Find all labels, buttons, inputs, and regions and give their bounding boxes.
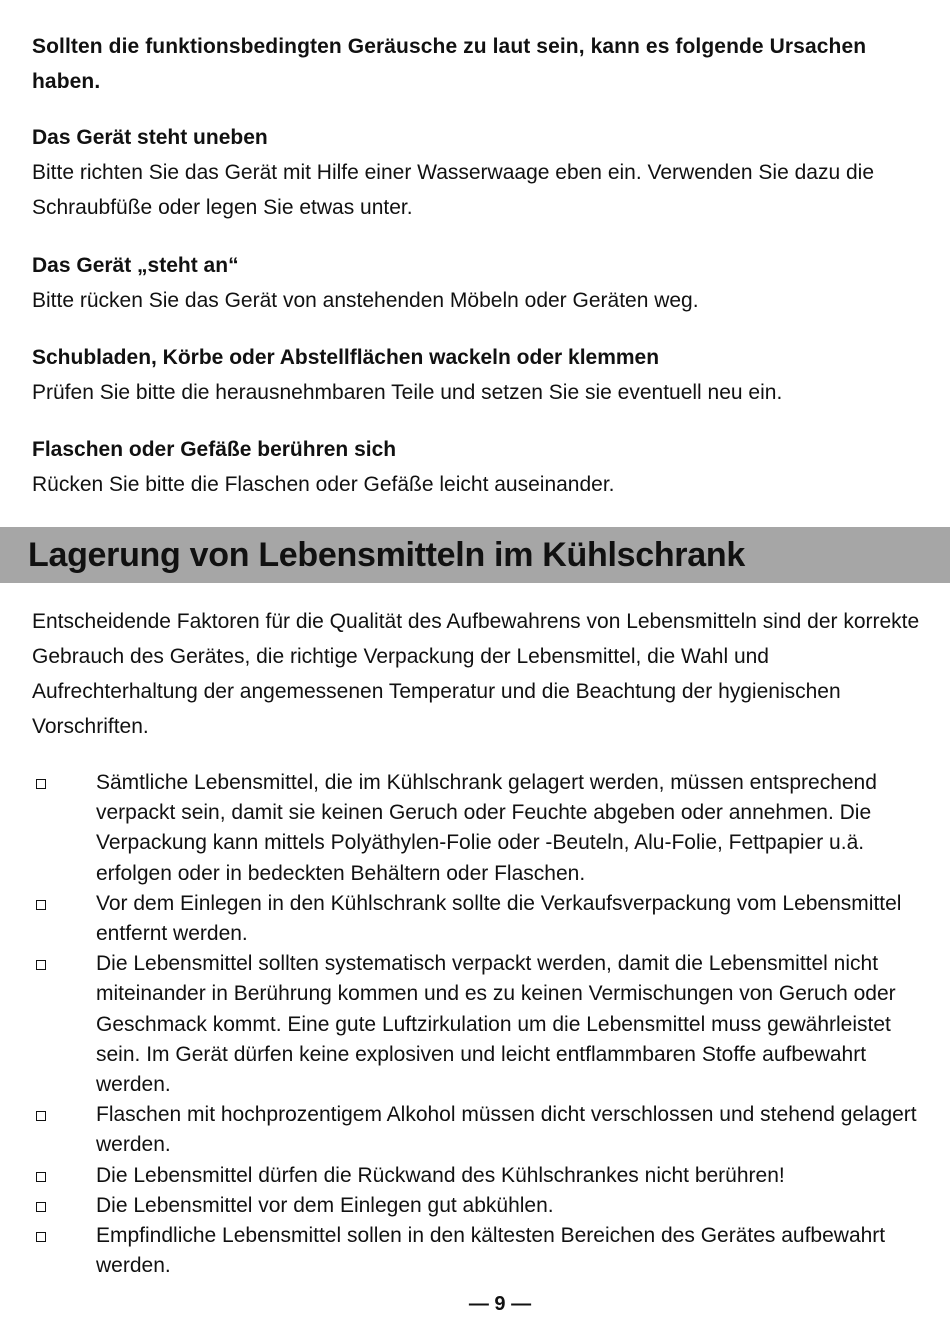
- list-item-text: Die Lebensmittel sollten systematisch verpackt werden, damit die Lebensmittel nicht miteinander in Berührung kommen und es zu keinen Vermischungen von Geruch oder Geschmack kommt. Eine gute Luftzirkulation um die Lebensmittel muss gewährleistet sein. Im Gerät dürfen keine explosiven und leicht entflammbaren Stoffe aufbewahrt werden.: [96, 952, 896, 1097]
- issue-text: Bitte rücken Sie das Gerät von anstehenden Möbeln oder Geräten weg.: [32, 289, 699, 312]
- issue-uneven: [32, 120, 922, 225]
- list-item: [32, 889, 922, 949]
- checkbox-bullet-icon: [36, 779, 46, 789]
- issue-heading: Das Gerät „steht an“: [32, 254, 239, 277]
- list-item: [32, 768, 922, 889]
- issue-heading: Schubladen, Körbe oder Abstellflächen wackeln oder klemmen: [32, 346, 660, 369]
- list-item: [32, 1100, 922, 1160]
- list-item-text: Flaschen mit hochprozentigem Alkohol müssen dicht verschlossen und stehend gelagert werden.: [96, 1103, 917, 1157]
- issue-heading: Flaschen oder Gefäße berühren sich: [32, 438, 397, 461]
- list-item-text: Sämtliche Lebensmittel, die im Kühlschrank gelagert werden, müssen entsprechend verpackt sein, damit sie keinen Geruch oder Feuchte abgeben oder annehmen. Die Verpackung kann mittels Polyäthylen-Folie oder -Beuteln, Alu-Folie, Fettpapier u.ä. erfolgen oder in bedeckten Behältern oder Flaschen.: [96, 771, 877, 885]
- section-title: Lagerung von Lebensmitteln im Kühlschrank: [28, 536, 745, 574]
- storage-bullet-list: [32, 768, 922, 1281]
- list-item-text: Empfindliche Lebensmittel sollen in den kältesten Bereichen des Gerätes aufbewahrt werden.: [96, 1224, 886, 1278]
- list-item: [32, 1161, 922, 1191]
- issue-text: Prüfen Sie bitte die herausnehmbaren Teile und setzen Sie sie eventuell neu ein.: [32, 381, 783, 404]
- list-item: [32, 1221, 922, 1281]
- section-lead-paragraph: Entscheidende Faktoren für die Qualität des Aufbewahrens von Lebensmitteln sind der korrekte Gebrauch des Gerätes, die richtige Verpackung der Lebensmittel, die Wahl und Aufrechterhaltung der angemessenen Temperatur und die Beachtung der hygienischen Vorschriften.: [32, 610, 920, 738]
- checkbox-bullet-icon: [36, 1232, 46, 1242]
- issue-heading: Das Gerät steht uneben: [32, 126, 268, 149]
- list-item-text: Die Lebensmittel vor dem Einlegen gut abkühlen.: [96, 1193, 554, 1217]
- list-item-text: Die Lebensmittel dürfen die Rückwand des Kühlschrankes nicht berühren!: [96, 1163, 785, 1187]
- list-item-text: Vor dem Einlegen in den Kühlschrank sollte die Verkaufsverpackung vom Lebensmittel entfernt werden.: [96, 891, 902, 946]
- checkbox-bullet-icon: [36, 900, 46, 910]
- issue-text: Rücken Sie bitte die Flaschen oder Gefäße leicht auseinander.: [32, 473, 615, 496]
- checkbox-bullet-icon: [36, 960, 46, 970]
- checkbox-bullet-icon: [36, 1172, 46, 1182]
- list-item: [32, 949, 922, 1100]
- issue-text: Bitte richten Sie das Gerät mit Hilfe einer Wasserwaage eben ein. Verwenden Sie dazu die Schraubfüße oder legen Sie etwas unter.: [32, 161, 875, 219]
- issue-bottles: [32, 432, 922, 502]
- issue-touching: [32, 248, 922, 318]
- checkbox-bullet-icon: [36, 1111, 46, 1121]
- checkbox-bullet-icon: [36, 1202, 46, 1212]
- noise-intro-text: Sollten die funktionsbedingten Geräusche zu laut sein, kann es folgende Ursachen haben.: [32, 35, 867, 93]
- page-number: — 9 —: [468, 1293, 532, 1315]
- list-item: [32, 1191, 922, 1221]
- section-header-band: [0, 527, 950, 583]
- issue-drawers: [32, 340, 922, 410]
